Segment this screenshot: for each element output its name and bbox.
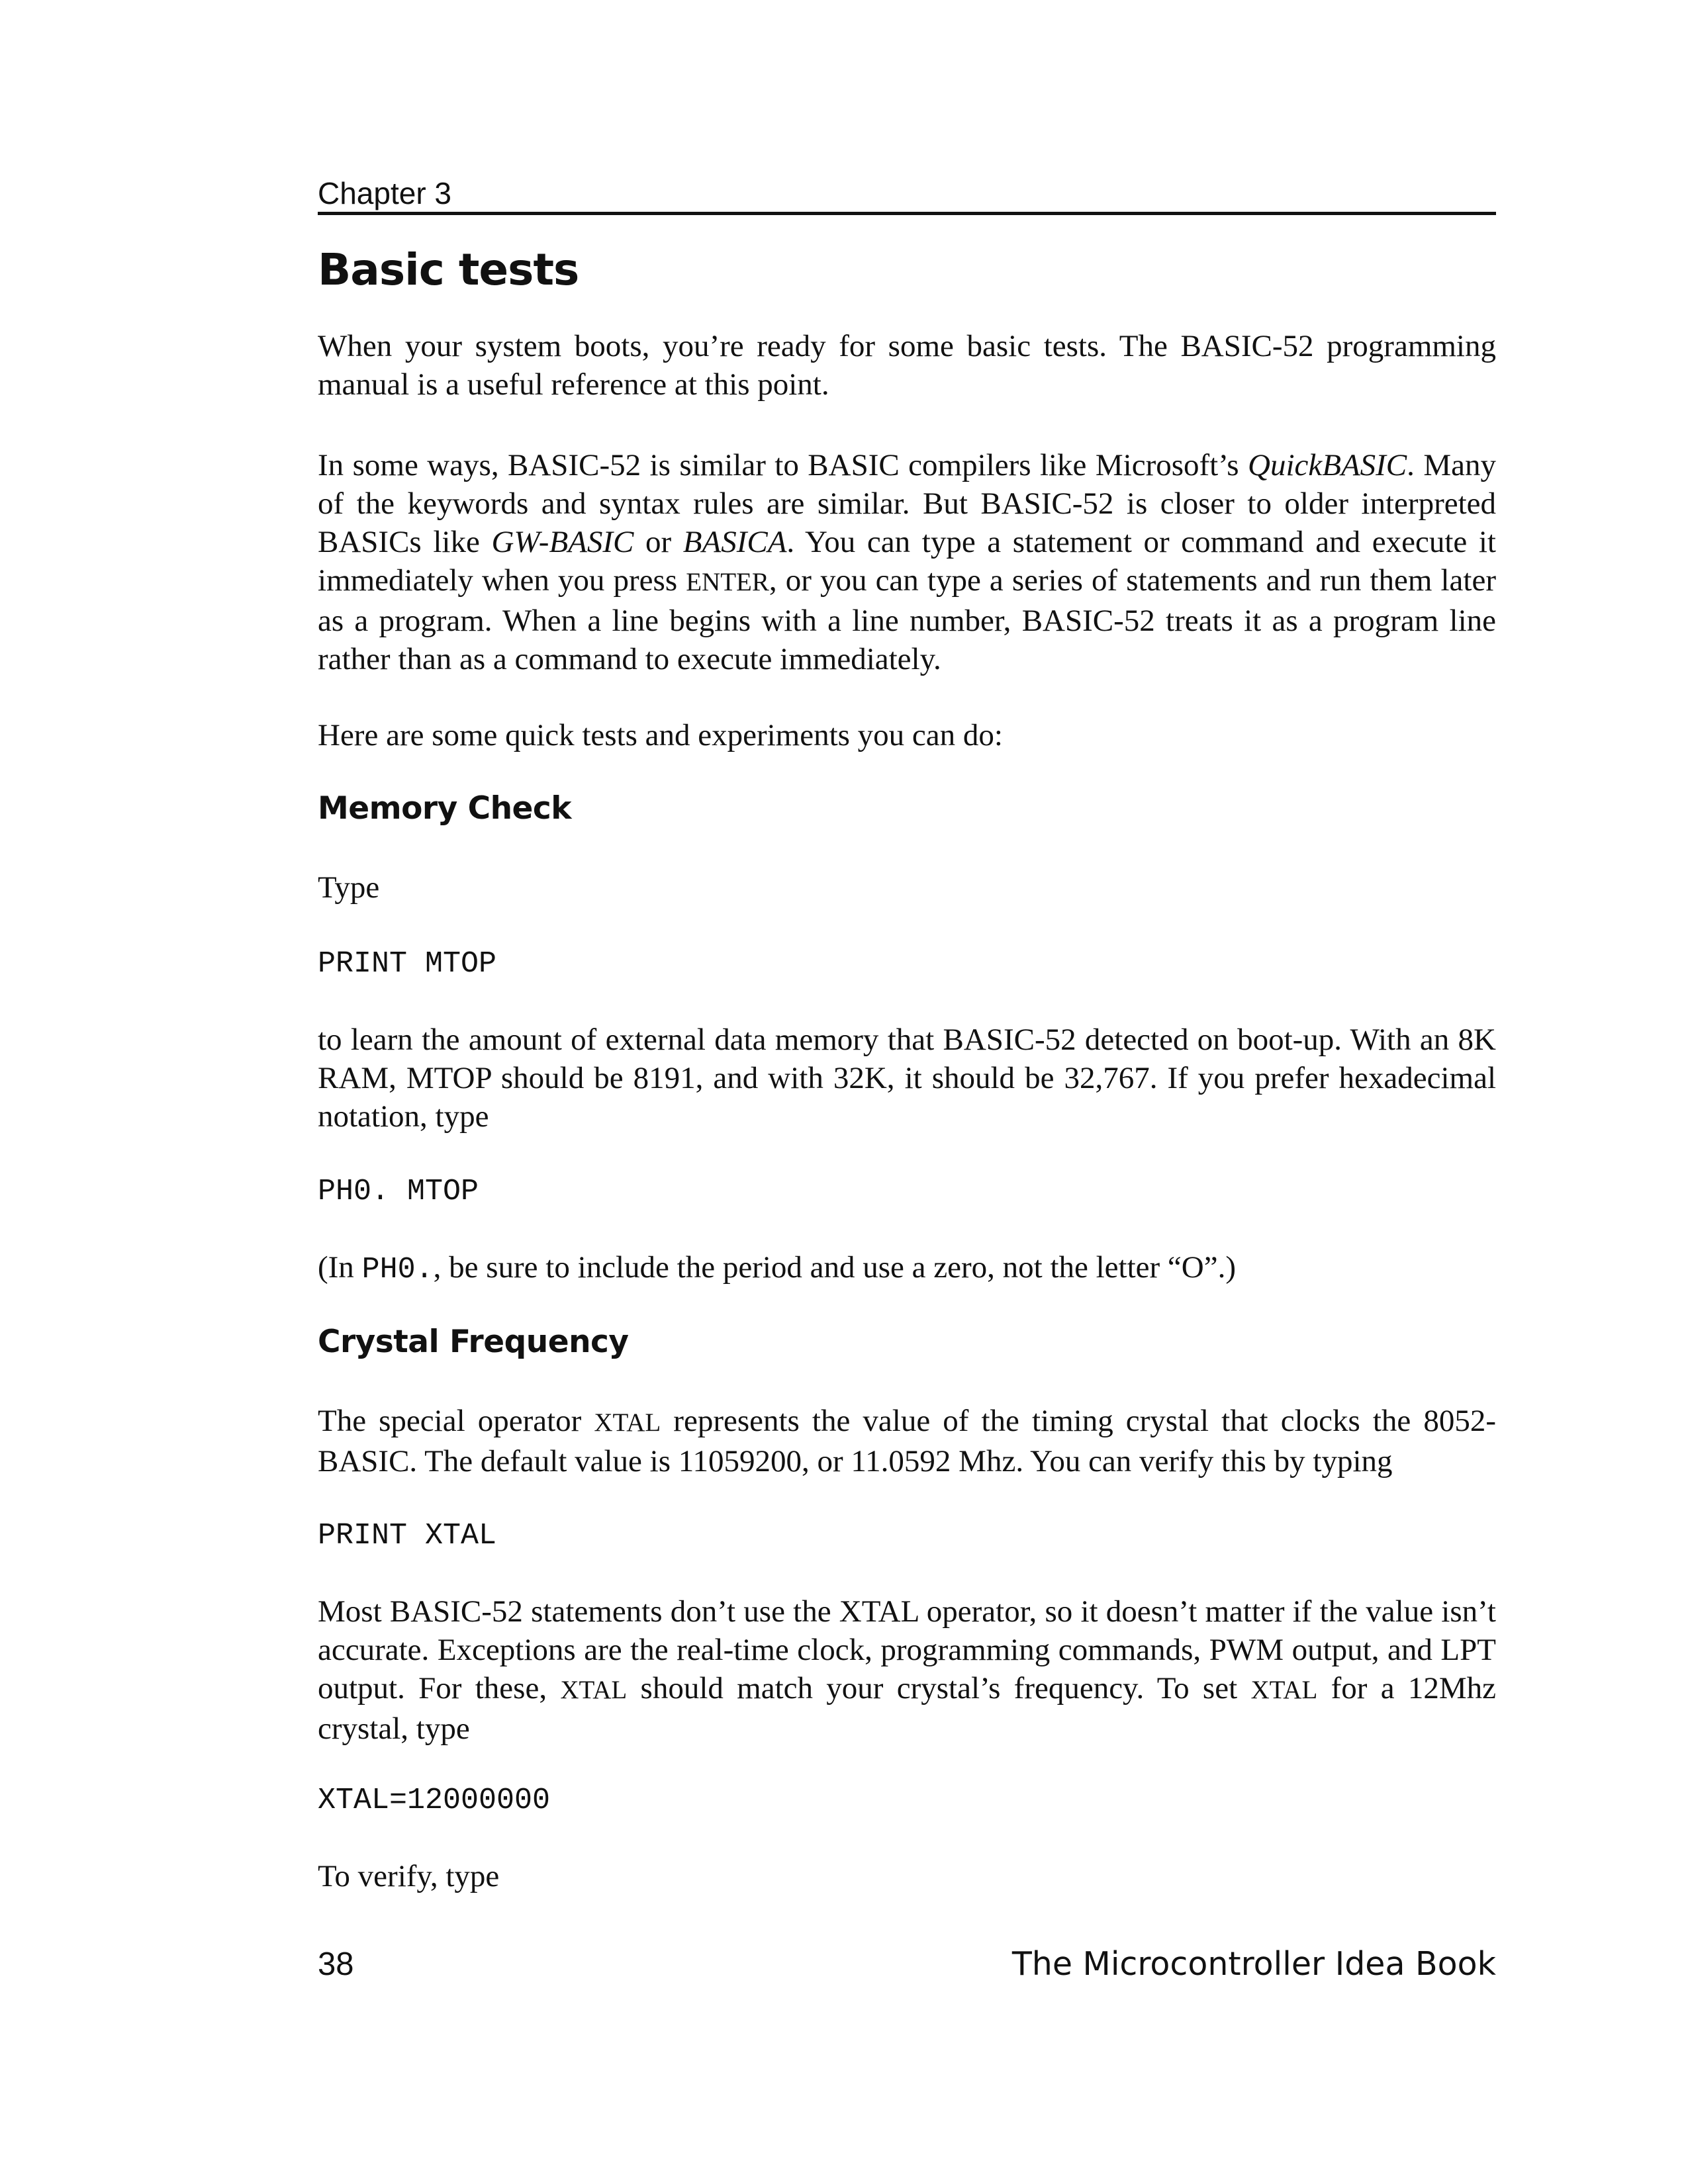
type-label: Type bbox=[318, 870, 380, 905]
memory-paragraph: to learn the amount of external data memory that BASIC-52 detected on boot-up. With an 8K RAM, MTOP should be 8191, and with 32K, it should be 32,767. If you prefer hexadecimal notation, type bbox=[318, 1023, 1496, 1134]
page-number: 38 bbox=[318, 1946, 354, 1982]
section-heading-crystal-frequency: Crystal Frequency bbox=[318, 1324, 629, 1360]
text-run: In some ways, BASIC-52 is similar to BASIC compilers like Microsoft’s bbox=[318, 448, 1248, 482]
key-name-enter: ENTER bbox=[686, 568, 769, 596]
product-name-gwbasic: GW-BASIC bbox=[491, 525, 634, 559]
text-run: The special operator bbox=[318, 1404, 594, 1438]
crystal-paragraph-1 bbox=[318, 1402, 1496, 1480]
inline-code-ph0: PH0. bbox=[361, 1253, 434, 1287]
product-name-basica: BASICA bbox=[682, 525, 787, 559]
text-run: or bbox=[633, 525, 683, 559]
text-run: should match your crystal’s frequency. To set bbox=[627, 1671, 1251, 1706]
code-xtal-assign: XTAL=12000000 bbox=[318, 1784, 551, 1817]
text-run: for a 12Mhz crystal, type bbox=[318, 1671, 1496, 1746]
chapter-label: Chapter 3 bbox=[318, 176, 452, 210]
code-ph0-mtop: PH0. MTOP bbox=[318, 1175, 479, 1208]
chapter-rule bbox=[318, 212, 1496, 215]
intro-paragraph-3: Here are some quick tests and experiments you can do: bbox=[318, 718, 1003, 752]
section-heading-memory-check: Memory Check bbox=[318, 790, 572, 827]
ph0-note bbox=[318, 1248, 1496, 1289]
product-name-quickbasic: QuickBASIC bbox=[1248, 448, 1407, 482]
operator-xtal: XTAL bbox=[560, 1676, 628, 1704]
text-run: , be sure to include the period and use a zero, not the letter “O”.) bbox=[433, 1250, 1236, 1285]
intro-paragraph-2 bbox=[318, 446, 1496, 678]
chapter-title: Basic tests bbox=[318, 244, 579, 295]
text-run: represents the value of the timing crystal that clocks the 8052-BASIC. The default value is 11059200, or 11.0592 Mhz. You can verify this by typing bbox=[318, 1404, 1496, 1479]
operator-xtal: XTAL bbox=[594, 1408, 661, 1437]
text-run: (In bbox=[318, 1250, 362, 1285]
code-print-xtal: PRINT XTAL bbox=[318, 1519, 497, 1553]
text-run: . Many of the keywords and syntax rules are similar. But BASIC-52 is closer to older interpreted BASICs like bbox=[318, 448, 1496, 559]
intro-paragraph-1: When your system boots, you’re ready for some basic tests. The BASIC-52 programming manual is a useful reference at this point. bbox=[318, 329, 1496, 402]
text-run: , or you can type a series of statements and run them later as a program. When a line begins with a line number, BASIC-52 treats it as a program line rather than as a command to execute immediately. bbox=[318, 563, 1496, 676]
verify-paragraph: To verify, type bbox=[318, 1859, 500, 1893]
operator-xtal: XTAL bbox=[1250, 1676, 1318, 1704]
book-title: The Microcontroller Idea Book bbox=[1011, 1945, 1496, 1983]
crystal-paragraph-2 bbox=[318, 1592, 1496, 1748]
text-run: . You can type a statement or command and execute it immediately when you press bbox=[318, 525, 1496, 598]
code-print-mtop: PRINT MTOP bbox=[318, 947, 497, 981]
text-run: Most BASIC-52 statements don’t use the XTAL operator, so it doesn’t matter if the value isn’t accurate. Exceptions are the real-time clock, programming commands, PWM output, and LPT output. For these, bbox=[318, 1594, 1496, 1706]
